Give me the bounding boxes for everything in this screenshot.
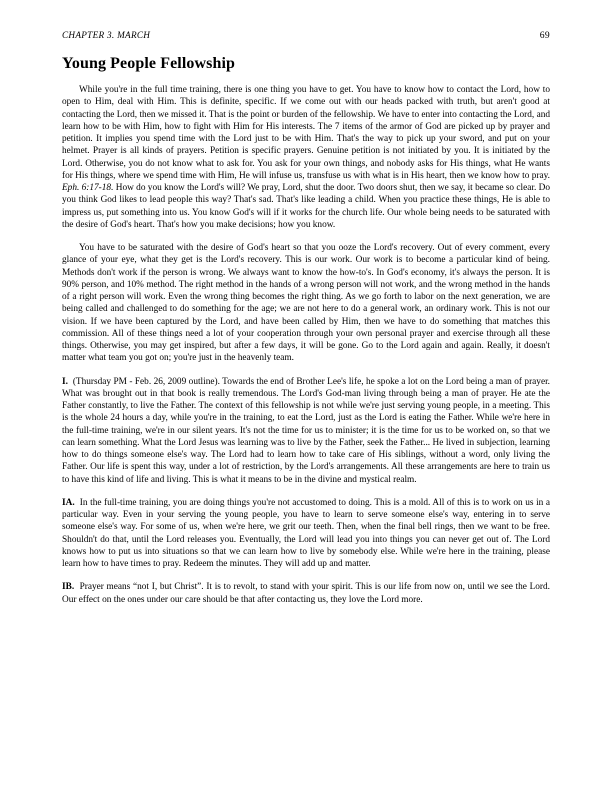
paragraph-5 [62,581,550,606]
paragraph-3 [62,376,550,486]
paragraph-1 [62,84,550,231]
paragraph-1-text-continued: How do you know the Lord's will? We pray, Lord, shut the door. Two doors shut, then we say, it became so clear. Do you think God likes to lead people this way? That's sad. That's like leading a child. When you practice these things, He is able to impress us, put something into us. You know God's will if it works for the church life. Our whole being needs to be saturated with the desire of God's heart. That's how you make decisions; how you know. [62,183,550,230]
paragraph-5-text: Prayer means “not I, but Christ”. It is to revolt, to stand with your spirit. This is our life from now on, until we see the Lord. Our effect on the ones under our care should be that after contacting us, they love the Lord more. [62,582,550,605]
paragraph-3-lead: I. [62,376,68,387]
paragraph-4-lead: IA. [62,497,75,508]
scripture-reference: Eph. 6:17-18. [62,183,114,193]
paragraph-5-lead: IB. [62,582,75,593]
paragraph-3-text: (Thursday PM - Feb. 26, 2009 outline). Towards the end of Brother Lee's life, he spoke a lot on the Lord being a man of prayer. What was brought out in that book is really tremendous. The Lord's God-man living through being a man of prayer. He ate the Father constantly, to live the Father. The context of this fellowship is not while we're just serving young people, in a meeting. This is the whole 24 hours a day, while you're in the training, to eat the Lord, just as the Lord is eating the Father. While we're here in the full-time training, we're in our silent years. It's not the time for us to minister; it is the time for us to be worked on, so that we can learn something. What the Lord Jesus was learning was to live by the Father, seek the Father... He lived in subjection, learning how to do things someone else's way. The Lord had to learn how to take care of His siblings, without a word, only living the Father. Our life is spent this way, under a lot of restriction, by the Lord's arrangements. All these arrangements are here to train us to have this kind of life and living. This is what it means to be in the divine and mystical realm. [62,376,550,485]
paragraph-4-text: In the full-time training, you are doing things you're not accustomed to doing. This is a mold. All of this is to work on us in a particular way. Even in your serving the young people, you have to learn to serve someone else's way, entering in to serve someone else's way. For some of us, when we're here, we grit our teeth. Then, when the final bell rings, then we want to be free. Shouldn't do that, until the Lord releases you. Eventually, the Lord will lead you into things you can never get out of. The Lord knows how to put us into situations so that we can learn how to live by somebody else. While we're here in the training, please learn how to have times to pray. Redeem the minutes. They will add up and matter. [62,497,551,569]
paragraph-2 [62,242,550,365]
paragraph-2-text: You have to be saturated with the desire of God's heart so that you ooze the Lord's recovery. Out of every comment, every glance of your eye, what they get is the Lord's recovery. This is our work. Our work is to become a particular kind of being. Methods don't work if the person is wrong. We always want to know the how-to's. In God's economy, it's always the person. It is 90% person, and 10% method. The right method in the hands of a wrong person will not work, and the wrong method in the hands of a right person will work. Even the wrong thing becomes the right thing. As we go forth to labor on the next generation, we are being called and challenged to do something for the age; we are not here to do a general work, an ordinary work. This is not our vision. If we have been captured by the Lord, and have been called by Him, then we have to do something that matches this commission. All of these things need a lot of your cooperation through your own personal prayer and exercise through all these things. Otherwise, you may get inspired, but after a few days, it will be gone. Go to the Lord again and again. Really, it doesn't matter what team you got on; you're just in the heavenly team. [62,243,550,364]
page-number: 69 [539,30,550,41]
paragraph-1-text: While you're in the full time training, there is one thing you have to get. You have to know how to contact the Lord, how to open to Him, deal with Him. This is definite, specific. If we come out with our heads packed with truth, but aren't good at contacting the Lord, then we missed it. That is the point or burden of the fellowship. We have to enter into contacting the Lord, and learn how to be with Him, how to fight with Him for His interests. The 7 items of the armor of God are picked up by prayer and petition. It implies you spend time with the Lord just to be with Him. That's the way to pick up your sword, and put on your helmet. Prayer is all kinds of prayers. Petition is specific prayers. Genuine petition is not initiated by you. It is initiated by the Lord. Otherwise, you do not know what to ask for. You ask for your own things, and nobody asks for His things, what He wants for His things, where we spend time with Him, He will infuse us, transfuse us with what is in His heart, then we know how to pray. [62,85,550,181]
paragraph-4 [62,497,550,571]
running-head [62,30,550,41]
running-head-chapter: CHAPTER 3. MARCH [62,30,151,40]
page-title: Young People Fellowship [62,55,235,72]
